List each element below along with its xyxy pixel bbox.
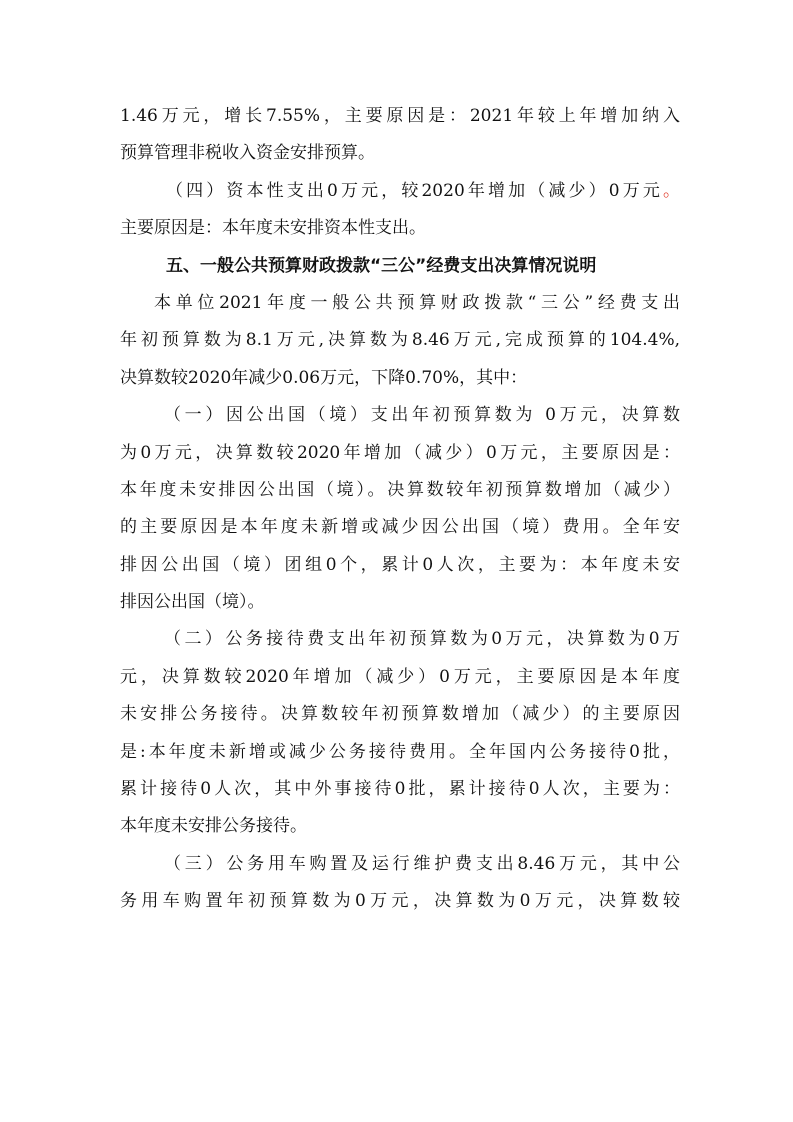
end-mark: 。 [663,180,680,201]
document-body [120,98,680,921]
paragraph-line: 元，决算数较2020年增加（减少）0万元，主要原因是本年度 [120,666,680,687]
paragraph-line [120,173,680,210]
paragraph-line: 主要原因是：本年度未安排资本性支出。 [120,218,426,239]
paragraph-line: （三）公务用车购置及运行维护费支出8.46万元，其中公 [164,853,680,874]
paragraph-line: （一）因公出国（境）支出年初预算数为 0万元，决算数 [164,405,680,426]
paragraph-line: 1.46万元，增长7.55%，主要原因是：2021年较上年增加纳入 [120,106,680,126]
paragraph-line: 为0万元，决算数较2020年增加（减少）0万元，主要原因是： [120,442,680,463]
paragraph-line: 本年度未安排公务接待。 [120,816,307,837]
paragraph-line: 本年度未安排因公出国（境）。决算数较年初预算数增加（减少） [120,479,680,500]
paragraph-line: 务用车购置年初预算数为0万元，决算数为0万元，决算数较 [120,891,680,912]
paragraph-line: 是:本年度未新增或减少公务接待费用。全年国内公务接待0批， [120,741,680,762]
paragraph-line: 决算数较2020年减少0.06万元，下降0.70%，其中： [120,367,528,388]
section-heading: 五、一般公共预算财政拨款“三公”经费支出决算情况说明 [166,255,597,276]
paragraph-line: 本单位2021年度一般公共预算财政拨款“三公”经费支出 [154,292,680,313]
paragraph-text: （四）资本性支出0万元，较2020年增加（减少）0万元 [166,180,663,201]
paragraph-line: 排因公出国（境）团组0个，累计0人次，主要为：本年度未安 [120,554,680,575]
paragraph-line: 累计接待0人次，其中外事接待0批，累计接待0人次，主要为： [120,779,680,800]
paragraph-line: （二）公务接待费支出年初预算数为0万元，决算数为0万 [164,629,680,650]
paragraph-line: 排因公出国（境）。 [120,592,265,613]
paragraph-line: 未安排公务接待。决算数较年初预算数增加（减少）的主要原因 [120,704,680,725]
paragraph-line: 年初预算数为8.1万元,决算数为8.46万元,完成预算的104.4%, [120,330,680,351]
paragraph-line: 的主要原因是本年度未新增或减少因公出国（境）费用。全年安 [120,517,680,538]
paragraph-line: 预算管理非税收入资金安排预算。 [120,143,375,164]
